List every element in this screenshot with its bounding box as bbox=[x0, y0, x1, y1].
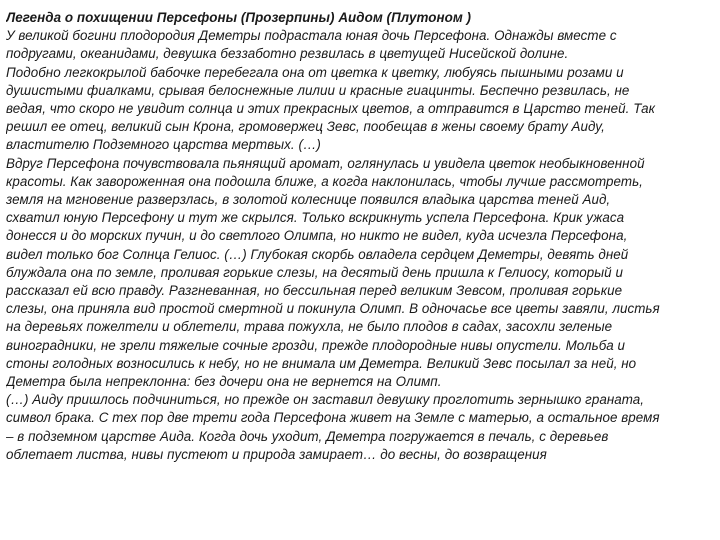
text-line: схватил юную Персефону и тут же скрылся. Только вскрикнуть успела Персефона. Крик ужаса bbox=[6, 210, 625, 226]
text-line: душистыми фиалками, срывая белоснежные лилии и красные гиацинты. Беспечно резвилась, не bbox=[6, 82, 630, 98]
text-line: Деметра была непреклонна: без дочери она не вернется на Олимп. bbox=[6, 374, 442, 390]
text-line: Подобно легкокрылой бабочке перебегала она от цветка к цветку, любуясь пышными розами и bbox=[6, 64, 624, 80]
text-line: облетает листва, нивы пустеют и природа замирает… до весны, до возвращения bbox=[6, 446, 547, 462]
text-line: У великой богини плодородия Деметры подрастала юная дочь Персефона. Однажды вместе с bbox=[6, 28, 617, 44]
text-line: красоты. Как завороженная она подошла ближе, а когда наклонилась, чтобы лучше рассмотреть, bbox=[6, 173, 643, 189]
document-page bbox=[6, 9, 714, 464]
text-line: Вдруг Персефона почувствовала пьянящий аромат, оглянулась и увидела цветок необыкновенной bbox=[6, 155, 645, 171]
text-line: стоны голодных возносились к небу, но не внимала им Деметра. Великий Зевс посылал за ней, но bbox=[6, 355, 637, 371]
text-line: видел только бог Солнца Гелиос. (…) Глубокая скорбь овладела сердцем Деметры, девять дней bbox=[6, 246, 629, 262]
text-line: блуждала она по земле, проливая горькие слезы, на десятый день пришла к Гелиосу, который и bbox=[6, 264, 623, 280]
text-line: подругами, океанидами, девушка беззаботно резвилась в цветущей Нисейской долине. bbox=[6, 46, 569, 62]
text-line: слезы, она приняла вид простой смертной и покинула Олимп. В одночасье все цветы завяли, листья bbox=[6, 301, 660, 317]
text-line: виноградники, не зрели тяжелые сочные грозди, прежде плодородные нивы опустели. Мольба и bbox=[6, 337, 626, 353]
text-line: донесся и до морских пучин, и до светлого Олимпа, но никто не видел, куда исчезла Персефона, bbox=[6, 228, 628, 244]
text-line: решил ее отец, великий сын Крона, громовержец Зевс, пообещав в жены своему брату Аиду, bbox=[6, 119, 605, 135]
text-line: рассказал ей всю правду. Разгневанная, но бессильная перед великим Зевсом, проливая горькие bbox=[6, 283, 623, 299]
text-line: на деревьях пожелтели и облетели, трава пожухла, не было плодов в садах, засохли зеленые bbox=[6, 319, 613, 335]
text-line: (…) Аиду пришлось подчиниться, но прежде он заставил девушку проглотить зернышко граната, bbox=[6, 392, 645, 408]
text-line: ведая, что скоро не увидит солнца и этих прекрасных цветов, а отправится в Царство теней. Так bbox=[6, 101, 656, 117]
text-line: – в подземном царстве Аида. Когда дочь уходит, Деметра погружается в печаль, с деревьев bbox=[6, 428, 609, 444]
text-line: символ брака. С тех пор две трети года Персефона живет на Земле с матерью, а остальное время bbox=[6, 410, 660, 426]
text-line: властителю Подземного царства мертвых. (…) bbox=[6, 137, 321, 153]
document-title: Легенда о похищении Персефоны (Прозерпины) Аидом (Плутоном ) bbox=[6, 10, 472, 25]
text-line: земля на мгновение разверзлась, в золотой колеснице появился владыка царства теней Аид, bbox=[6, 192, 611, 208]
